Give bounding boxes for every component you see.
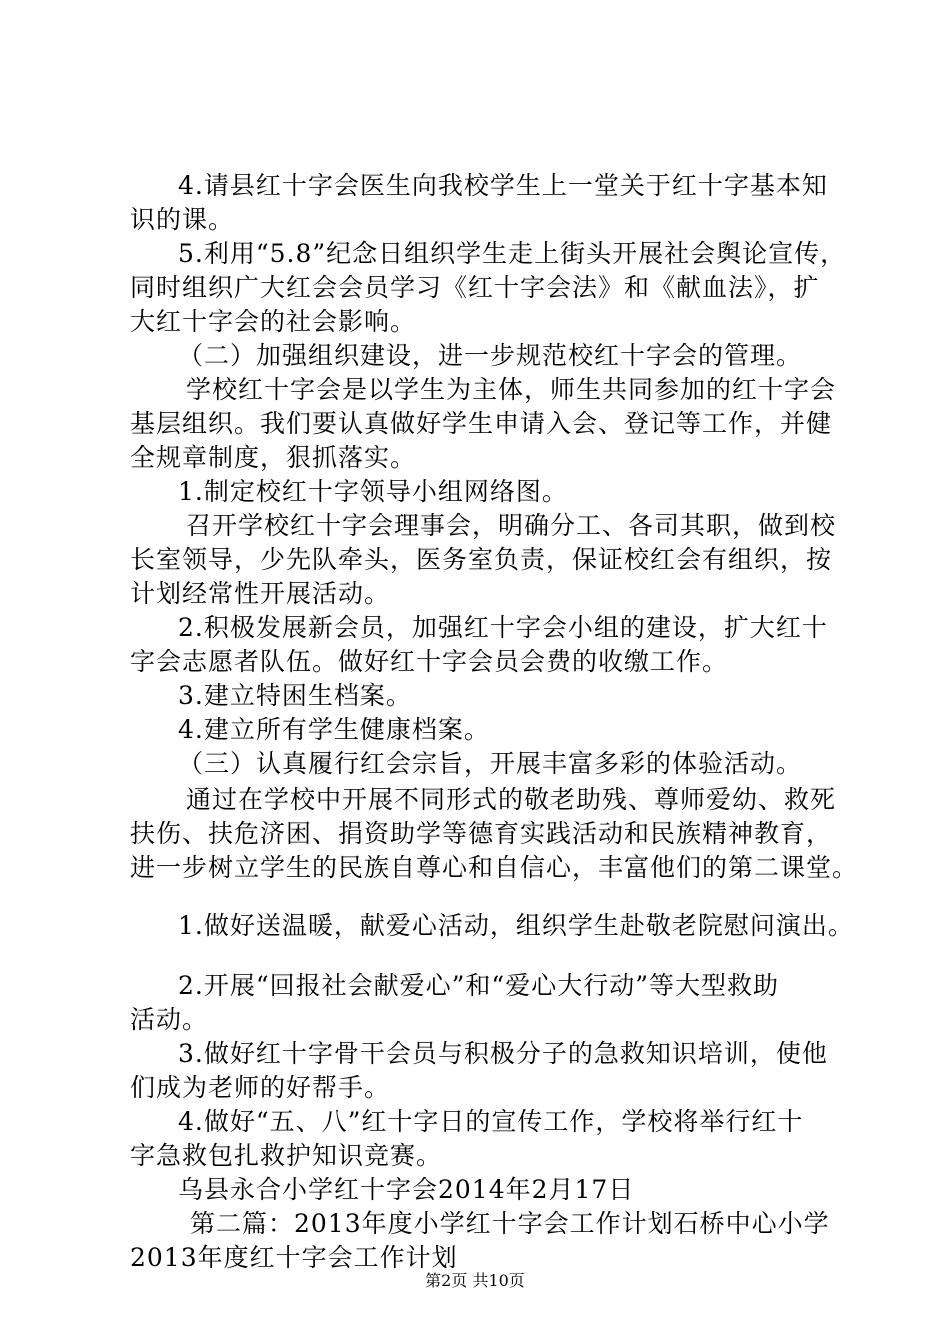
body-line: 4.请县红十字会医生向我校学生上一堂关于红十字基本知 [178, 171, 828, 200]
body-line: 字急救包扎救护知识竞赛。 [130, 1141, 443, 1170]
body-line: 识的课。 [130, 205, 235, 234]
body-line: 2.积极发展新会员，加强红十字会小组的建设，扩大红十 [178, 613, 828, 642]
body-line: 全规章制度，狠抓落实。 [130, 443, 417, 472]
page-number: 第2页 共10页 [425, 1271, 525, 1290]
body-line: 5.利用“5.8”纪念日组织学生走上街头开展社会舆论宣传， [178, 239, 847, 268]
body-line: 计划经常性开展活动。 [130, 579, 391, 608]
signature-line: 乌县永合小学红十字会2014年2月17日 [178, 1175, 635, 1204]
body-line: 2.开展“回报社会献爱心”和“爱心大行动”等大型救助 [178, 971, 779, 1000]
body-line: 基层组织。我们要认真做好学生申请入会、登记等工作，并健 [130, 409, 833, 438]
body-line: 学校红十字会是以学生为主体，师生共同参加的红十字会 [186, 375, 837, 404]
body-line: 字会志愿者队伍。做好红十字会员会费的收缴工作。 [130, 647, 729, 676]
body-line: 同时组织广大红会会员学习《红十字会法》和《献血法》，扩 [130, 273, 820, 302]
body-line: 1.制定校红十字领导小组网络图。 [178, 477, 568, 506]
body-line: 4.建立所有学生健康档案。 [178, 715, 490, 744]
body-line: 大红十字会的社会影响。 [130, 307, 417, 336]
body-line: 1.做好送温暖，献爱心活动，组织学生赴敬老院慰问演出。 [178, 911, 854, 940]
section-heading: （三）认真履行红会宗旨，开展丰富多彩的体验活动。 [178, 749, 803, 778]
body-line: 3.建立特困生档案。 [178, 681, 412, 710]
body-line: 们成为老师的好帮手。 [130, 1073, 391, 1102]
body-line: 活动。 [130, 1005, 209, 1034]
section-heading: 第二篇：2013年度小学红十字会工作计划石桥中心小学 [190, 1209, 830, 1238]
body-line: 进一步树立学生的民族自尊心和自信心，丰富他们的第二课堂。 [130, 853, 859, 882]
body-line: 长室领导，少先队牵头，医务室负责，保证校红会有组织，按 [130, 545, 833, 574]
body-line: 2013年度红十字会工作计划 [130, 1243, 458, 1272]
body-line: 通过在学校中开展不同形式的敬老助残、尊师爱幼、救死 [186, 785, 837, 814]
body-line: 3.做好红十字骨干会员与积极分子的急救知识培训，使他 [178, 1039, 828, 1068]
body-line: 4.做好“五、八”红十字日的宣传工作，学校将举行红十 [178, 1107, 804, 1136]
section-heading: （二）加强组织建设，进一步规范校红十字会的管理。 [178, 341, 803, 370]
body-line: 扶伤、扶危济困、捐资助学等德育实践活动和民族精神教育， [130, 819, 833, 848]
body-line: 召开学校红十字会理事会，明确分工、各司其职，做到校 [186, 511, 837, 540]
